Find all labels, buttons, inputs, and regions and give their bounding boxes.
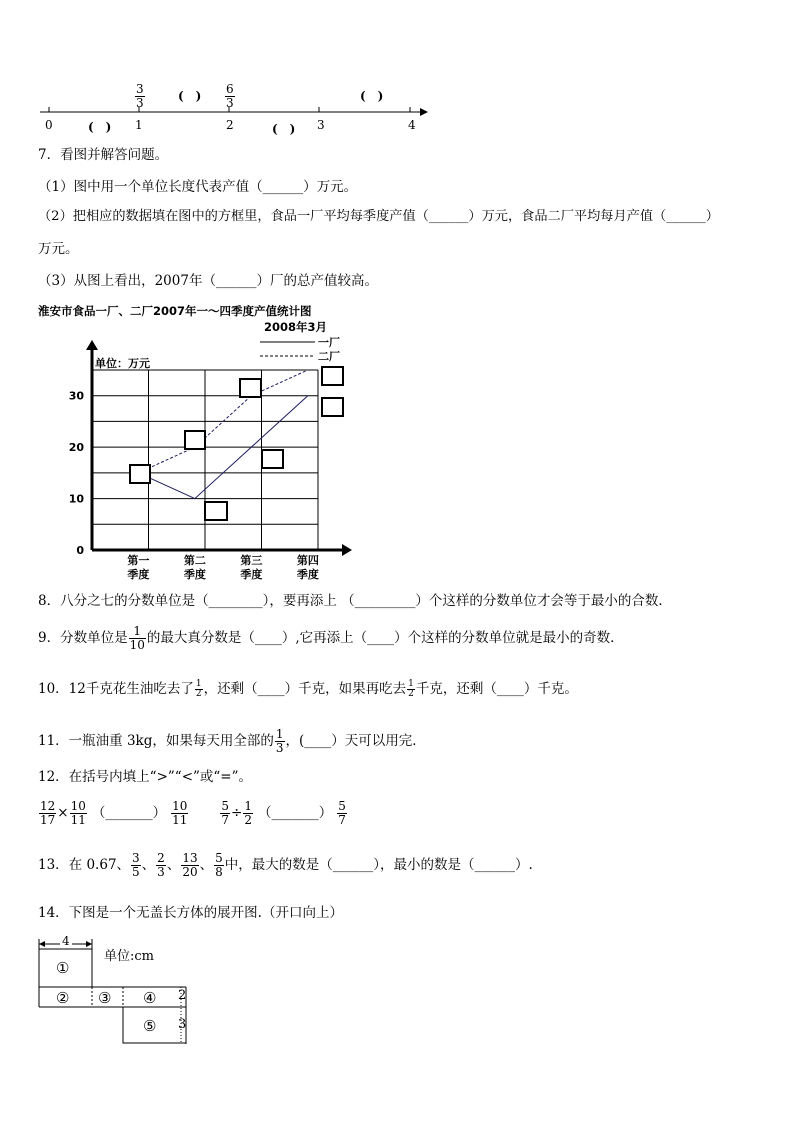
- dim-right-2: 2: [178, 988, 187, 1003]
- q7-part1: （1）图中用一个单位长度代表产值（______）万元。: [38, 179, 358, 195]
- x-tick-label: 季度: [240, 568, 263, 581]
- x-tick-label: 第四: [296, 554, 319, 567]
- legend-label: 二厂: [318, 350, 340, 363]
- q8-text: 8．八分之七的分数单位是（________），要再添上 （_________）个这样的分数单位才会等于最小的合数．: [38, 593, 672, 609]
- q12-e1-c: $\frac{10}{11}$: [172, 799, 188, 827]
- tick-4: 4: [408, 118, 416, 132]
- dim-top-label: 4: [62, 934, 70, 948]
- face-1: ①: [56, 959, 70, 977]
- q7-title: 7．看图并解答问题。: [38, 147, 169, 163]
- face-4: ④: [143, 989, 157, 1007]
- answer-box[interactable]: [184, 430, 206, 450]
- dim-right-3: 3: [178, 1017, 187, 1032]
- x-axis-arrow: [342, 544, 352, 556]
- frac-6-3: $\frac{6}{3}$: [226, 82, 234, 110]
- q12-e1-a: $\frac{12}{17}$: [40, 799, 56, 827]
- q9-pre: 9．分数单位是: [38, 630, 128, 646]
- q14-title: 14．下图是一个无盖长方体的展开图.（开口向上）: [38, 905, 343, 921]
- chart-subtitle: 2008年3月: [264, 320, 328, 334]
- q13-frac-4: $\frac{5}{8}$: [215, 851, 223, 879]
- answer-box[interactable]: [321, 397, 344, 417]
- x-tick-label: 第一: [127, 554, 150, 567]
- q13-sep: 、: [141, 857, 156, 873]
- answer-box[interactable]: [239, 378, 262, 398]
- x-tick-label: 季度: [296, 568, 319, 581]
- q11-fraction: $\frac{1}{3}$: [275, 727, 284, 755]
- x-tick-label: 第三: [240, 554, 263, 567]
- blank-bottom-1[interactable]: ( ): [88, 120, 112, 134]
- y-tick-label: 20: [68, 441, 84, 455]
- blank-top-2[interactable]: ( ): [360, 89, 384, 103]
- y-tick-label: 10: [68, 492, 84, 506]
- q13-sep: 、: [166, 857, 181, 873]
- q9-fraction: $\frac{1}{10}$: [129, 624, 145, 652]
- q13-frac-3: $\frac{13}{20}$: [182, 851, 198, 879]
- answer-box[interactable]: [129, 464, 151, 484]
- q12-e1-op: ×: [57, 805, 69, 821]
- q12-e1-blank[interactable]: （_______）: [91, 805, 167, 821]
- legend-label: 一厂: [318, 336, 340, 349]
- tick-0: 0: [45, 118, 53, 132]
- tick-3: 3: [317, 118, 325, 132]
- blank-top-1[interactable]: ( ): [178, 89, 202, 103]
- q13-sep: 、: [199, 857, 214, 873]
- q7-part3: （3）从图上看出，2007年（______）厂的总产值较高。: [38, 273, 378, 289]
- y-tick-label: 0: [76, 544, 84, 557]
- q12-e2-a: $\frac{5}{7}$: [221, 799, 230, 827]
- q12-e2-blank[interactable]: （_______）: [258, 805, 333, 821]
- blank-bottom-2[interactable]: ( ): [272, 122, 296, 136]
- q13: [38, 848, 533, 882]
- q13-frac-2: $\frac{2}{3}$: [157, 851, 165, 879]
- q13-post: 中，最大的数是（______），最小的数是（______）.: [224, 857, 533, 873]
- answer-box[interactable]: [261, 449, 284, 469]
- q12-title: 12．在括号内填上“>”“<”或“=”。: [38, 769, 253, 785]
- chart-title: 淮安市食品一厂、二厂2007年一～四季度产值统计图: [38, 304, 312, 318]
- frac-3-3: $\frac{3}{3}$: [136, 82, 144, 110]
- y-axis-arrow: [86, 340, 98, 350]
- q12-e2-c: $\frac{5}{7}$: [338, 799, 346, 827]
- q13-pre: 13．在 0.67、: [38, 857, 131, 873]
- tick-2: 2: [226, 118, 234, 132]
- x-tick-label: 季度: [127, 568, 150, 581]
- q10-mid: ，还剩（____）千克，如果再吃去: [203, 681, 407, 697]
- q12-e2-b: $\frac{1}{2}$: [244, 799, 252, 827]
- q12-e2-op: ÷: [231, 805, 243, 821]
- x-tick-label: 第二: [183, 554, 206, 567]
- q9: [38, 622, 624, 654]
- face-3: ③: [98, 989, 112, 1007]
- face-5: ⑤: [143, 1017, 157, 1035]
- chart-unit-label: 单位：万元: [95, 357, 150, 370]
- q7-part2a: （2）把相应的数据填在图中的方框里，食品一厂平均每季度产值（______）万元，食品二厂平均每月产值（______）: [38, 209, 719, 224]
- answer-box[interactable]: [321, 366, 344, 386]
- y-tick-label: 30: [68, 389, 84, 403]
- q10-fraction-1: $\frac{1}{2}$: [195, 679, 202, 699]
- q10-fraction-2: $\frac{1}{2}$: [408, 679, 414, 699]
- unit-label: 单位:cm: [104, 949, 154, 964]
- x-tick-label: 季度: [183, 568, 206, 581]
- q11: [38, 726, 426, 756]
- q13-frac-1: $\frac{3}{5}$: [132, 851, 140, 879]
- face-2: ②: [56, 989, 70, 1007]
- q11-post: ，(____）天可以用完．: [285, 733, 426, 749]
- q10: [38, 676, 578, 702]
- q12-e1-b: $\frac{10}{11}$: [70, 799, 86, 827]
- q10-post: 千克，还剩（____）千克。: [415, 681, 578, 697]
- answer-box[interactable]: [204, 501, 228, 521]
- q7-part2b: 万元。: [38, 241, 79, 257]
- q9-post: 的最大真分数是（____）,它再添上（____）个这样的分数单位就是最小的奇数．: [146, 630, 624, 646]
- q11-pre: 11．一瓶油重 3kg，如果每天用全部的: [38, 733, 274, 749]
- q12-expressions: [38, 796, 348, 830]
- q10-pre: 10．12千克花生油吃去了: [38, 681, 194, 697]
- tick-1: 1: [135, 118, 143, 132]
